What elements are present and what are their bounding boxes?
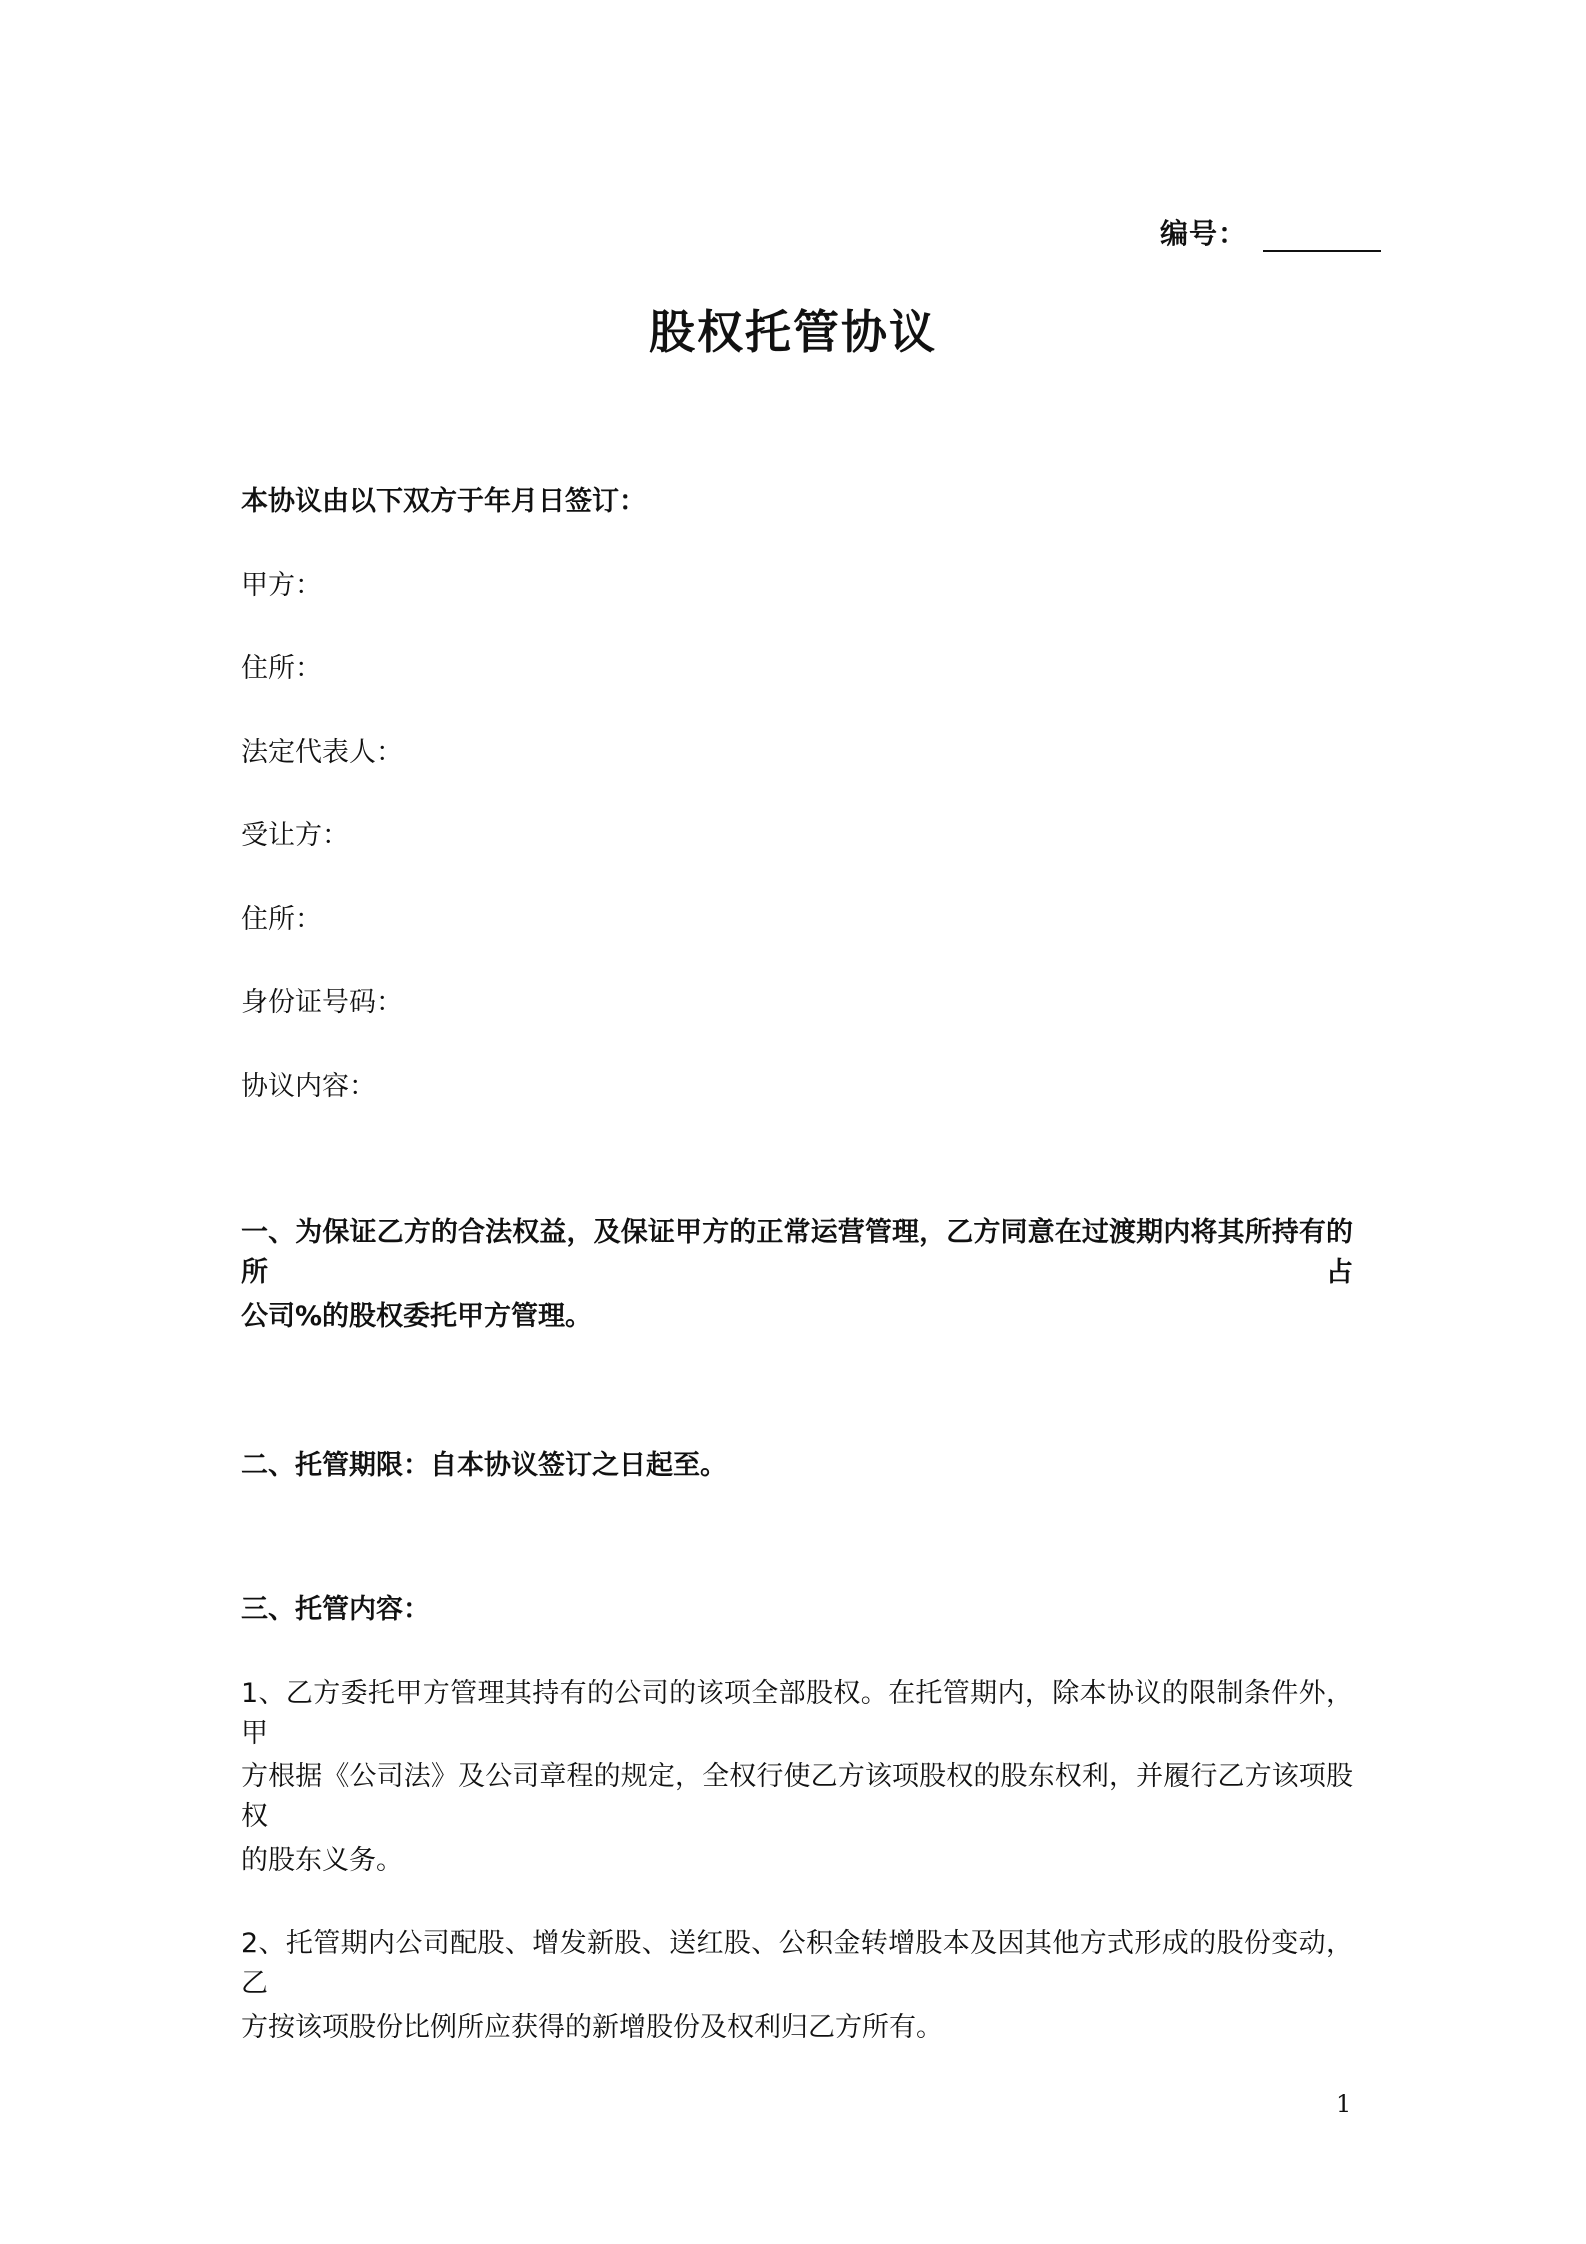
clause-3-1-line-3: 的股东义务。 bbox=[241, 1845, 403, 1876]
field-address-a: 住所： bbox=[241, 653, 322, 684]
section-1-line-1: 一、为保证乙方的合法权益，及保证甲方的正常运营管理，乙方同意在过渡期内将其所持有的所占 bbox=[241, 1217, 1353, 1288]
field-id-number: 身份证号码： bbox=[241, 987, 403, 1018]
serial-number-blank bbox=[1263, 218, 1381, 252]
section-3-heading: 三、托管内容： bbox=[241, 1594, 430, 1625]
clause-3-2-line-1: 2、托管期内公司配股、增发新股、送红股、公积金转增股本及因其他方式形成的股份变动，乙 bbox=[241, 1928, 1353, 1999]
field-agreement-content: 协议内容： bbox=[241, 1071, 376, 1102]
page-number: 1 bbox=[1336, 2090, 1352, 2118]
intro-line: 本协议由以下双方于年月日签订： bbox=[241, 486, 646, 517]
clause-3-1-line-1: 1、乙方委托甲方管理其持有的公司的该项全部股权。在托管期内，除本协议的限制条件外，甲 bbox=[241, 1678, 1353, 1749]
section-1-line-2: 公司%的股权委托甲方管理。 bbox=[241, 1301, 593, 1332]
field-address-b: 住所： bbox=[241, 904, 322, 935]
serial-number-field bbox=[1160, 212, 1381, 252]
clause-3-1-line-2: 方根据《公司法》及公司章程的规定，全权行使乙方该项股权的股东权利，并履行乙方该项股权 bbox=[241, 1761, 1353, 1832]
field-party-a: 甲方： bbox=[241, 570, 322, 601]
document-title: 股权托管协议 bbox=[649, 305, 937, 359]
clause-3-2-line-2: 方按该项股份比例所应获得的新增股份及权利归乙方所有。 bbox=[241, 2012, 943, 2043]
section-2: 二、托管期限：自本协议签订之日起至。 bbox=[241, 1450, 727, 1481]
field-legal-representative: 法定代表人： bbox=[241, 737, 403, 768]
serial-number-label: 编号： bbox=[1160, 217, 1248, 250]
field-transferee: 受让方： bbox=[241, 820, 349, 851]
